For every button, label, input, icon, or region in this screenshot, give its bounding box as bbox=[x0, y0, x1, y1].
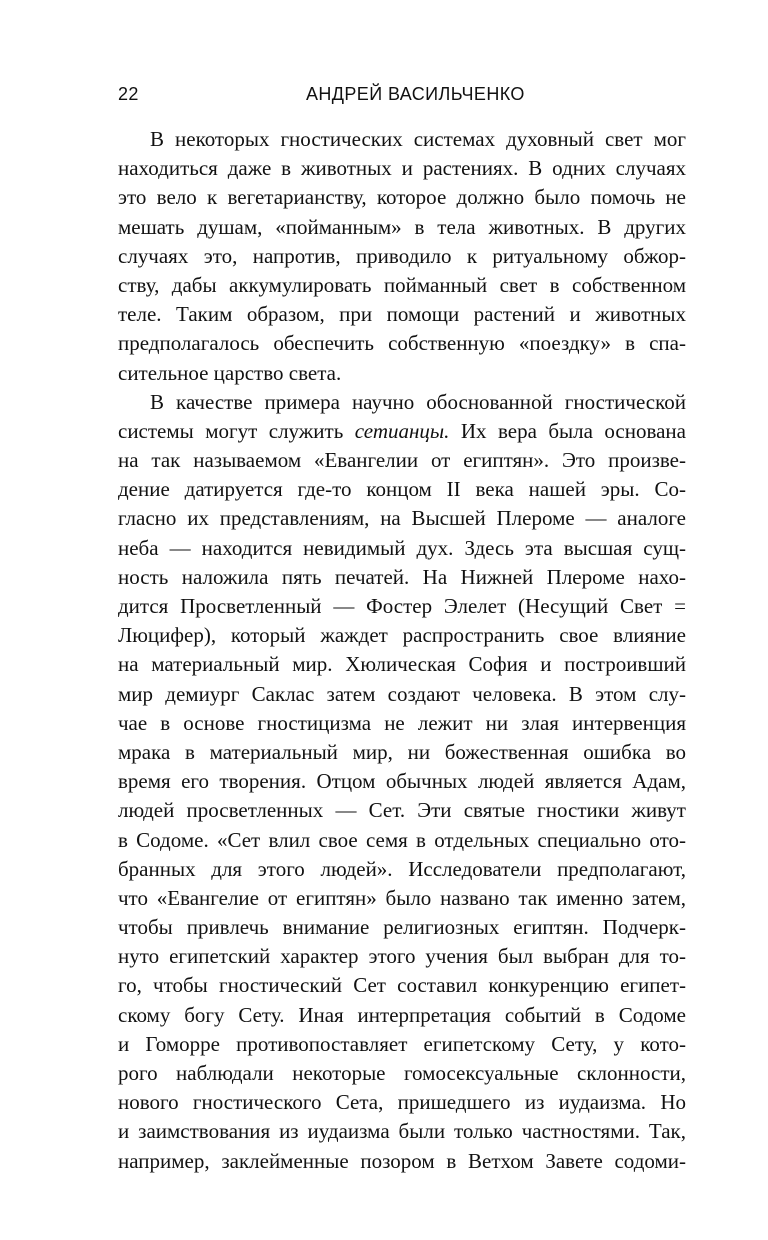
text-line: на так называемом «Евангелии от египтян». Это произве- bbox=[118, 448, 686, 473]
text-line: в Содоме. «Сет влил свое семя в отдельных специально ото- bbox=[118, 827, 686, 852]
text-line: ству, дабы аккумулировать пойманный свет в собственном bbox=[118, 272, 686, 297]
text-line: гласно их представлениям, на Высшей Плероме — аналоге bbox=[118, 506, 686, 531]
text-line-with-emphasis bbox=[118, 417, 686, 446]
text-line: бранных для этого людей». Исследователи предполагают, bbox=[118, 856, 686, 881]
text-line: людей просветленных — Сет. Эти святые гностики живут bbox=[118, 798, 686, 823]
text-segment: Их вера была основана bbox=[449, 418, 686, 443]
text-line: В качестве примера научно обоснованной гностической bbox=[150, 389, 686, 414]
text-line: чтобы привлечь внимание религиозных египтян. Подчерк- bbox=[118, 915, 686, 940]
text-line: например, заклейменные позором в Ветхом Завете содоми- bbox=[118, 1148, 686, 1173]
text-line: предполагалось обеспечить собственную «поездку» в спа- bbox=[118, 331, 686, 356]
text-line: и Гоморре противопоставляет египетскому Сету, у кото- bbox=[118, 1031, 686, 1056]
body-text bbox=[118, 125, 686, 1176]
text-line: это вело к вегетарианству, которое должно было помочь не bbox=[118, 185, 686, 210]
page-number: 22 bbox=[118, 84, 139, 104]
text-line: находиться даже в животных и растениях. В одних случаях bbox=[118, 156, 686, 181]
text-line: рого наблюдали некоторые гомосексуальные склонности, bbox=[118, 1061, 686, 1085]
text-line: случаях это, напротив, приводило к ритуальному обжор- bbox=[118, 243, 686, 268]
text-line: дится Просветленный — Фостер Элелет (Несущий Свет = bbox=[118, 594, 686, 618]
text-line: дение датируется где-то концом II века нашей эры. Со- bbox=[118, 477, 686, 502]
paragraph-2 bbox=[118, 388, 686, 1176]
text-line: Люцифер), который жаждет распространить свое влияние bbox=[118, 623, 686, 648]
text-line: чае в основе гностицизма не лежит ни злая интервенция bbox=[118, 710, 686, 735]
running-title: АНДРЕЙ ВАСИЛЬЧЕНКО bbox=[306, 84, 525, 104]
text-segment: системы могут служить bbox=[118, 418, 355, 443]
text-line: что «Евангелие от египтян» было названо так именно затем, bbox=[118, 885, 686, 910]
text-line: В некоторых гностических системах духовный свет мог bbox=[150, 127, 686, 151]
text-line: на материальный мир. Хюлическая София и построивший bbox=[118, 652, 686, 677]
text-line: мир демиург Саклас затем создают человека. В этом слу- bbox=[118, 681, 686, 706]
page-header bbox=[118, 84, 686, 108]
text-line: неба — находится невидимый дух. Здесь эта высшая сущ- bbox=[118, 535, 686, 560]
text-line: и заимствования из иудаизма были только частностями. Так, bbox=[118, 1119, 686, 1144]
text-line: нового гностического Сета, пришедшего из иудаизма. Но bbox=[118, 1090, 686, 1115]
text-line: го, чтобы гностический Сет составил конкуренцию египет- bbox=[118, 973, 686, 998]
text-line: нуто египетский характер этого учения был выбран для то- bbox=[118, 944, 686, 969]
text-line: время его творения. Отцом обычных людей является Адам, bbox=[118, 769, 686, 794]
text-line: мешать душам, «пойманным» в тела животных. В других bbox=[118, 214, 686, 239]
text-line: теле. Таким образом, при помощи растений и животных bbox=[118, 302, 686, 327]
text-line: ность наложила пять печатей. На Нижней Плероме нахо- bbox=[118, 564, 686, 589]
paragraph-1 bbox=[118, 125, 686, 388]
emphasized-term: сетианцы. bbox=[354, 418, 450, 443]
text-line: мрака в материальный мир, ни божественная ошибка во bbox=[118, 739, 686, 764]
text-line: сительное царство света. bbox=[118, 360, 342, 385]
text-line: скому богу Сету. Иная интерпретация событий в Содоме bbox=[118, 1002, 686, 1027]
